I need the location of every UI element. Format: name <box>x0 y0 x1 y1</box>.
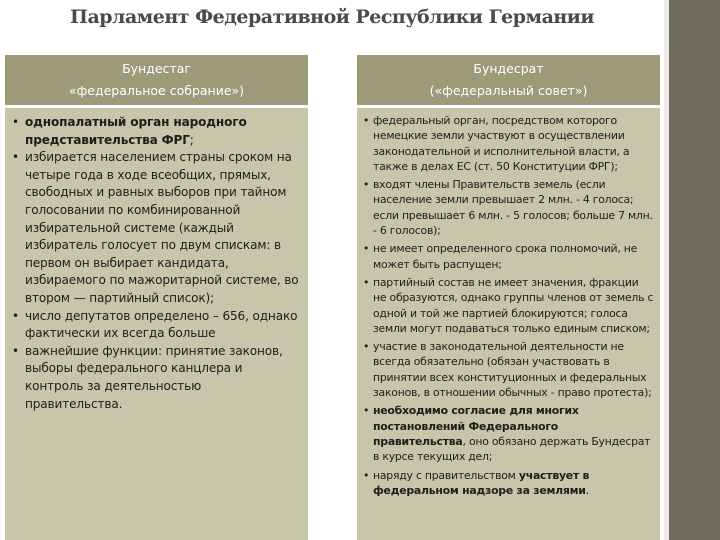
item-bold: однопалатный орган народного представительства ФРГ <box>25 115 247 147</box>
item-text: федеральный орган, посредством которого немецкие земли участвуют в осуществлении законодательной и исполнительной власти, а также в делах ЕС (ст. 50 Конституции ФРГ); <box>373 114 630 173</box>
bundesrat-heading: Бундесрат <box>473 61 544 76</box>
list-item <box>363 241 654 272</box>
list-item <box>363 113 654 174</box>
list-item <box>363 339 654 400</box>
item-text: наряду с правительством <box>373 468 519 482</box>
list-item <box>11 343 300 413</box>
bundestag-body <box>5 108 308 540</box>
item-text: участие в законодательной деятельности не всегда обязательно (обязан участвовать в принятии всех конституционных и федеральных законов, в отношении обычных - право протеста); <box>373 340 652 400</box>
item-text: не имеет определенного срока полномочий, не может быть распущен; <box>373 242 638 271</box>
bundesrat-subheading: («федеральный совет») <box>429 83 588 98</box>
item-text: важнейшие функции: принятие законов, выборы федерального канцлера и контроль за деятельностью правительства. <box>25 343 283 411</box>
bundestag-list <box>11 114 300 413</box>
list-item <box>11 149 300 307</box>
list-item <box>363 468 654 499</box>
bundesrat-header <box>357 55 660 105</box>
bundestag-header <box>5 55 308 105</box>
list-item <box>11 114 300 149</box>
bundestag-subheading: «федеральное собрание») <box>68 83 245 98</box>
side-strip <box>669 0 720 540</box>
item-text: . <box>585 483 589 497</box>
item-text: , оно обязано держать Бундесрат в курсе текущих дел; <box>373 434 651 464</box>
bundestag-heading: Бундестаг <box>122 61 191 76</box>
item-text: партийный состав не имеет значения, фракции не образуются, однако группы членов от земель с одной и той же партией блокируются; голоса земли могут подаваться только единым списком; <box>373 275 654 335</box>
list-item <box>11 308 300 343</box>
item-text: число депутатов определено – 656, однако фактически их всегда больше <box>25 308 298 341</box>
bundesrat-body <box>357 108 660 540</box>
item-bold: необходимо согласие для многих постановлений Федерального правительства <box>373 404 579 448</box>
item-text: избирается населением страны сроком на четыре года в ходе всеобщих, прямых, свободных и равных выборов при тайном голосовании по комбинированной избирательной системе (каждый избиратель голосует по двум спискам: в первом он выбирает кандидата, избираемого по мажоритарной системе, во втором — партийный список); <box>25 150 299 305</box>
item-text: ; <box>189 132 194 147</box>
item-bold: участвует в федеральном надзоре за землями <box>373 468 590 497</box>
list-item <box>363 177 654 238</box>
list-item <box>363 275 654 336</box>
bundesrat-list <box>363 113 654 498</box>
list-item <box>363 403 654 464</box>
item-text: входят члены Правительств земель (если население земли превышает 2 млн. - 4 голоса; если превышает 6 млн. - 5 голосов; больше 7 млн. - 6 голосов); <box>373 178 653 238</box>
page-title: Парламент Федеративной Республики Германии <box>70 6 594 28</box>
